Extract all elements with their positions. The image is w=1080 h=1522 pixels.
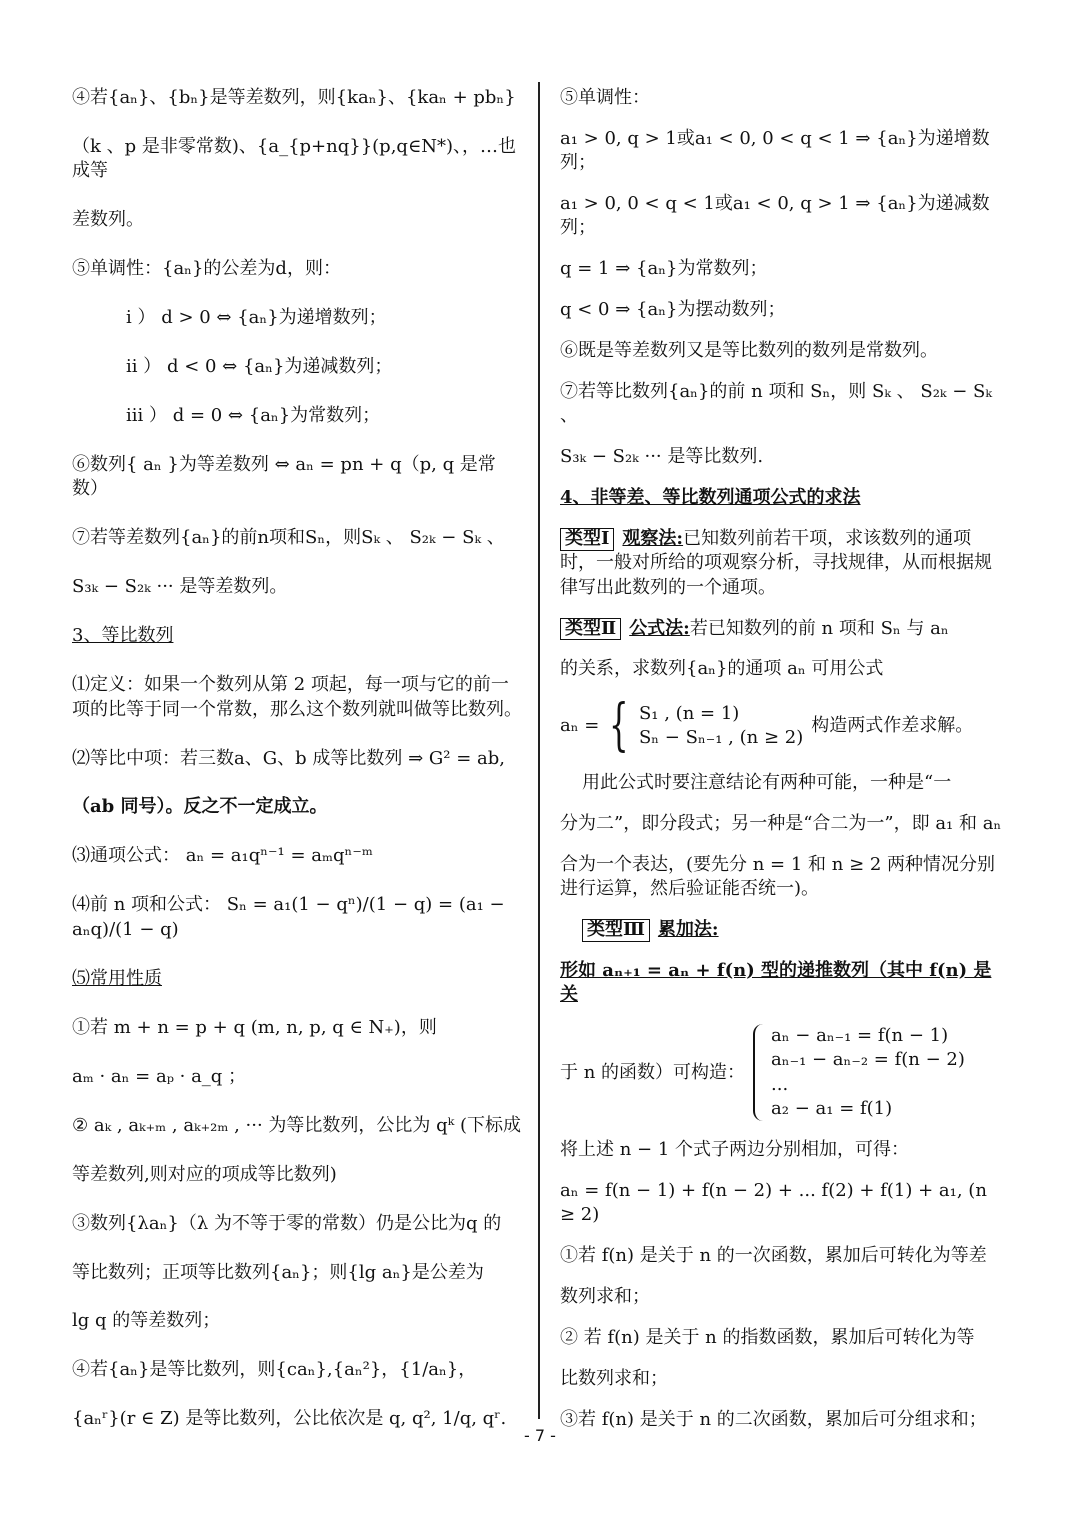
arith-property-6: ⑥数列{ aₙ }为等差数列 ⇔ aₙ = pn + q（p, q 是常数） — [72, 454, 496, 500]
type-1-text: 已知数列前若干项，求该数列的通项时，一般对所给的项观察分析，寻找规律，从而根据规律写出此数列的一个通项。 — [560, 528, 992, 598]
arith-property-4-line2: （k 、p 是非零常数)、{a_{p+nq}}(p,q∈N*)、，…也成等 — [72, 135, 517, 182]
summation-result: aₙ = f(n − 1) + f(n − 2) + ... f(2) + f(1) + a₁, (n ≥ 2) — [560, 1179, 987, 1226]
recurrence-equation-2: aₙ₋₁ − aₙ₋₂ = f(n − 2) — [771, 1049, 965, 1071]
type-3-name: 累加法: — [657, 918, 719, 940]
arith-property-7-line2: S₃ₖ − S₂ₖ ··· 是等差数列。 — [72, 576, 288, 598]
piecewise-case-2: Sₙ − Sₙ₋₁ , (n ≥ 2) — [638, 727, 804, 749]
geo-monotonicity-increasing: a₁ > 0, q > 1或a₁ < 0, 0 < q < 1 ⇒ {aₙ}为递增数列； — [560, 127, 990, 174]
type-2-tag: 类型Ⅱ — [560, 618, 621, 641]
piecewise-formula — [560, 693, 1006, 759]
arith-monotonicity-ii: ii ） d < 0 ⇔ {aₙ}为递减数列； — [126, 356, 393, 378]
piecewise-cases — [639, 702, 803, 751]
geo-property-3-line2: 等比数列；正项等比数列{aₙ}；则{lg aₙ}是公差为 — [72, 1261, 484, 1283]
case-2-line2: 比数列求和； — [560, 1367, 668, 1389]
usage-note-line1: 用此公式时要注意结论有两种可能，一种是“一 — [582, 771, 952, 793]
section-4-title: 4、非等差、等比数列通项公式的求法 — [560, 487, 861, 509]
geo-property-1-line1: ①若 m + n = p + q (m, n, p, q ∈ N₊)，则 — [72, 1016, 437, 1038]
column-divider — [538, 82, 540, 1419]
geo-property-3-line1: ③数列{λaₙ}（λ 为不等于零的常数）仍是公比为q 的 — [72, 1212, 502, 1234]
case-1-line2: 数列求和； — [560, 1285, 650, 1307]
recurrence-system-lead: 于 n 的函数）可构造： — [560, 1061, 746, 1083]
type-2-paragraph — [560, 617, 1006, 641]
geo-property-6: ⑥既是等差数列又是等比数列的数列是常数列。 — [560, 340, 938, 362]
piecewise-case-1: S₁ , (n = 1) — [638, 703, 740, 725]
geo-middle-term-note: （ab 同号）。反之不一定成立。 — [72, 796, 328, 818]
case-2-line1: ② 若 f(n) 是关于 n 的指数函数，累加后可转化为等 — [560, 1326, 975, 1348]
left-brace-symbol — [753, 1024, 765, 1121]
arith-property-4-line3: 差数列。 — [72, 209, 144, 231]
type-1-tag: 类型Ⅰ — [560, 528, 614, 551]
recurrence-equations — [769, 1024, 965, 1121]
geo-monotonicity-oscillating: q < 0 ⇒ {aₙ}为摆动数列； — [560, 299, 786, 321]
recurrence-equation-4: a₂ − a₁ = f(1) — [771, 1097, 893, 1119]
geo-monotonicity-constant: q = 1 ⇒ {aₙ}为常数列； — [560, 258, 768, 280]
usage-note-line2: 分为二”，即分段式；另一种是“合二为一”，即 a₁ 和 aₙ — [560, 812, 1002, 834]
geo-sum-formula: ⑷前 n 项和公式： Sₙ = a₁(1 − qⁿ)/(1 − q) = (a₁ − aₙq)/(1 − q) — [72, 894, 505, 940]
geo-property-2-line1: ② aₖ , aₖ₊ₘ , aₖ₊₂ₘ , ··· 为等比数列，公比为 qᵏ (下标成 — [72, 1114, 521, 1136]
geo-monotonicity-decreasing: a₁ > 0, 0 < q < 1或a₁ < 0, q > 1 ⇒ {aₙ}为递减数列； — [560, 193, 990, 239]
geo-definition: ⑴定义：如果一个数列从第 2 项起，每一项与它的前一项的比等于同一个常数，那么这个数列就叫做等比数列。 — [72, 674, 522, 720]
type-3-form: 形如 aₙ₊₁ = aₙ + f(n) 型的递推数列（其中 f(n) 是关 — [560, 959, 992, 1006]
type-1-paragraph — [560, 527, 1006, 600]
geo-property-7-line2: S₃ₖ − S₂ₖ ··· 是等比数列. — [560, 446, 764, 468]
piecewise-lhs: aₙ = — [560, 715, 600, 737]
right-column — [560, 86, 1006, 1432]
left-column — [72, 86, 522, 1432]
piecewise-note: 构造两式作差求解。 — [811, 715, 974, 737]
recurrence-equation-3: ... — [771, 1073, 789, 1095]
arith-monotonicity: ⑤单调性：{aₙ}的公差为d，则： — [72, 258, 341, 280]
geo-middle-term: ⑵等比中项：若三数a、G、b 成等比数列 ⇒ G² = ab, — [72, 747, 505, 769]
type-2-text-a: 若已知数列的前 n 项和 Sₙ 与 aₙ — [689, 617, 949, 639]
usage-note-line3: 合为一个表达，(要先分 n = 1 和 n ≥ 2 两种情况分别进行运算，然后验证能否统一)。 — [560, 853, 996, 900]
type-3-heading — [560, 918, 1006, 942]
type-1-name: 观察法: — [622, 528, 684, 550]
type-3-tag: 类型Ⅲ — [582, 919, 650, 942]
recurrence-equation-1: aₙ − aₙ₋₁ = f(n − 1) — [771, 1025, 949, 1047]
summation-intro: 将上述 n − 1 个式子两边分别相加，可得： — [560, 1138, 910, 1160]
arith-property-7-line1: ⑦若等差数列{aₙ}的前n项和Sₙ，则Sₖ 、 S₂ₖ − Sₖ 、 — [72, 527, 505, 549]
geo-general-formula: ⑶通项公式： aₙ = a₁qⁿ⁻¹ = aₘqⁿ⁻ᵐ — [72, 845, 373, 867]
geo-monotonicity: ⑤单调性： — [560, 87, 650, 108]
case-1-line1: ①若 f(n) 是关于 n 的一次函数，累加后可转化为等差 — [560, 1245, 987, 1266]
arith-monotonicity-i: i ） d > 0 ⇔ {aₙ}为递增数列； — [126, 307, 387, 329]
geo-properties-title: ⑸常用性质 — [72, 967, 162, 989]
arith-property-4-line1: ④若{aₙ}、{bₙ}是等差数列，则{kaₙ}、{kaₙ + pbₙ} — [72, 87, 516, 108]
section-3-title: 3、等比数列 — [72, 625, 174, 647]
geo-property-7-line1: ⑦若等比数列{aₙ}的前 n 项和 Sₙ，则 Sₖ 、 S₂ₖ − Sₖ 、 — [560, 381, 992, 427]
geo-property-2-line2: 等差数列,则对应的项成等比数列) — [72, 1163, 337, 1185]
arith-monotonicity-iii: iii ） d = 0 ⇔ {aₙ}为常数列； — [126, 405, 381, 427]
type-2-text-b: 的关系，求数列{aₙ}的通项 aₙ 可用公式 — [560, 658, 884, 680]
page-number: - 7 - — [524, 1426, 556, 1445]
geo-property-3-line3: lg q 的等差数列； — [72, 1310, 221, 1332]
geo-property-4-line1: ④若{aₙ}是等比数列，则{caₙ},{aₙ²}，{1/aₙ}， — [72, 1359, 477, 1381]
recurrence-system — [560, 1024, 1006, 1121]
case-3: ③若 f(n) 是关于 n 的二次函数，累加后可分组求和； — [560, 1408, 987, 1430]
left-brace-symbol: { — [609, 693, 629, 759]
geo-property-1-line2: aₘ · aₙ = aₚ · a_q ； — [72, 1065, 247, 1087]
type-2-name: 公式法: — [629, 617, 690, 639]
geo-property-4-line2: {aₙʳ}(r ∈ Z) 是等比数列，公比依次是 q, q², 1/q, qʳ. — [72, 1408, 507, 1430]
